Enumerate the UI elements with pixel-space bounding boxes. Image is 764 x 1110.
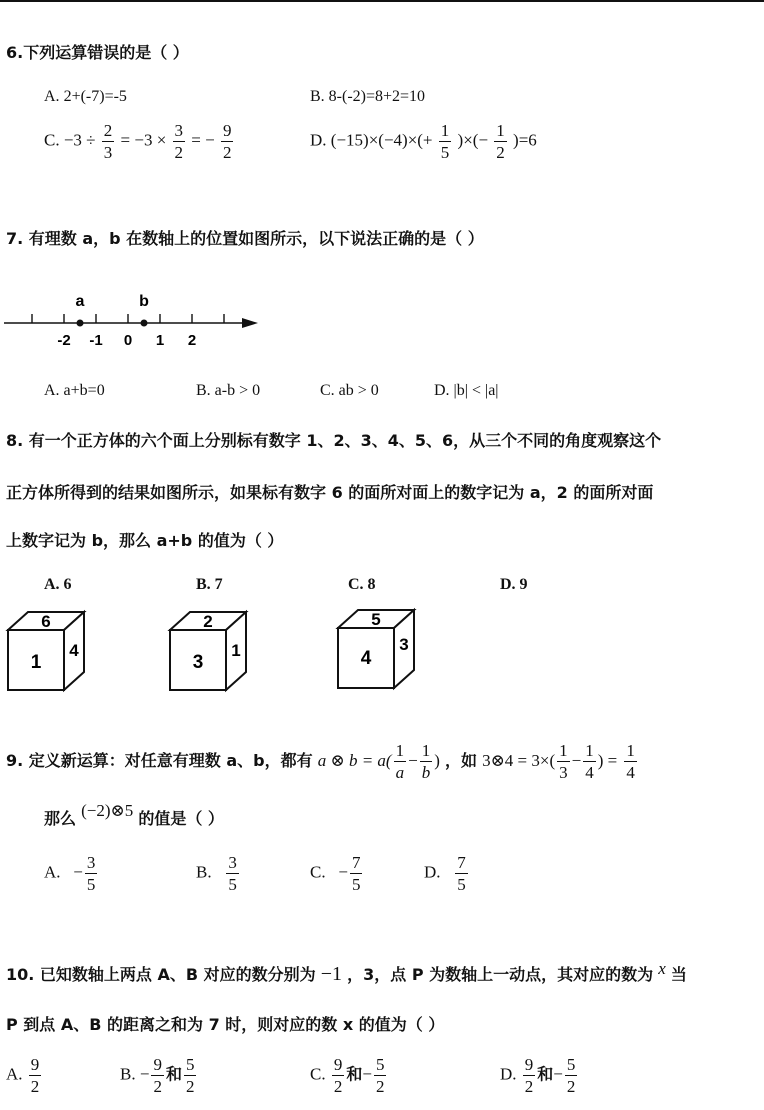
q9-option-d-label: D. <box>424 862 441 882</box>
q9-option-d-fraction: $\frac{7}{5}$ <box>457 853 466 894</box>
q9-def-lhs: a ⊗ b = a( <box>317 751 392 770</box>
q6-option-d-post: )=6 <box>513 130 537 150</box>
number-line-point-b-label: b <box>139 293 149 310</box>
q9-line2-expr: (−2)⊗5 <box>81 801 134 820</box>
q10-option-d-fraction-1: $\frac{9}{2}$ <box>524 1055 534 1096</box>
cube-1-front-number: 1 <box>30 652 42 673</box>
q9-example-pre: ，如 <box>444 751 477 770</box>
q6-option-c-label: C. <box>44 130 60 150</box>
q10-option-a <box>6 1056 43 1095</box>
cube-1-side-number: 4 <box>69 641 79 660</box>
cube-2-top-number: 2 <box>203 612 213 631</box>
q10-line1-pre: 10. 已知数轴上两点 A、B 对应的数分别为 <box>6 965 316 984</box>
q10-stem-line-2: P 到点 A、B 的距离之和为 7 时，则对应的数 x 的值为（ ） <box>6 1015 445 1034</box>
q9-option-d <box>424 854 470 893</box>
q7-option-b: B. a-b ˃ 0 <box>196 382 261 399</box>
q6-option-a-expr: 2+(-7)=-5 <box>63 88 127 105</box>
q6-d-fraction-2: $\frac{1}{2}$ <box>496 121 505 162</box>
q9-option-c-sign: − <box>338 862 348 882</box>
q6-option-d-label: D. <box>310 130 327 150</box>
number-line-tick-label: -2 <box>57 332 71 349</box>
q9-example-lhs: 3⊗4 = 3×( <box>482 751 556 770</box>
q9-example-fraction-1: $\frac{1}{3}$ <box>559 741 568 782</box>
q10-option-d-and: 和 <box>537 1064 554 1084</box>
q7-option-a: A. a+b=0 <box>44 382 105 399</box>
cube-1-top-number: 6 <box>41 612 51 631</box>
q6-option-d-mid: )×(− <box>457 130 489 150</box>
q7-option-d: D. |b| ˂ |a| <box>434 382 499 399</box>
q10-option-c-fraction-1: $\frac{9}{2}$ <box>333 1055 343 1096</box>
q6-option-d <box>310 122 537 161</box>
q6-option-b-label: B. <box>310 88 325 105</box>
q9-def-minus: − <box>408 751 418 770</box>
q7-number-line <box>0 285 270 355</box>
q10-option-d-sign: − <box>553 1064 563 1084</box>
q6-d-fraction-1: $\frac{1}{5}$ <box>440 121 450 162</box>
q10-option-d-label: D. <box>500 1064 517 1084</box>
q7-option-c: C. ab ˃ 0 <box>320 382 379 399</box>
q9-stem-pre: 9. 定义新运算：对任意有理数 a、b，都有 <box>6 751 313 770</box>
q9-option-b-fraction: $\frac{3}{5}$ <box>228 853 237 894</box>
q6-option-a <box>44 88 127 106</box>
number-line-tick-label: -1 <box>89 332 103 349</box>
number-line-tick-label: 0 <box>123 332 133 349</box>
q6-c-fraction-2: $\frac{3}{2}$ <box>174 121 184 162</box>
q6-option-a-label: A. <box>44 88 60 105</box>
q6-option-c-eq: = − <box>191 130 215 150</box>
number-line-point-b <box>141 320 148 327</box>
q10-option-b-and: 和 <box>165 1064 182 1084</box>
q10-option-c-and: 和 <box>346 1064 363 1084</box>
q9-line2-pre: 那么 <box>44 809 77 828</box>
cube-3-top-number: 5 <box>371 610 381 629</box>
q9-example-close: ) = <box>597 751 618 770</box>
q9-line2-post: 的值是（ ） <box>138 809 224 828</box>
q10-option-b-label: B. <box>120 1064 136 1084</box>
cube-3-front-number: 4 <box>360 648 372 669</box>
q6-c-fraction-1: $\frac{2}{3}$ <box>103 121 113 162</box>
q10-line1-end: 当 <box>670 965 687 984</box>
q8-stem-line-2: 正方体所得到的结果如图所示，如果标有数字 6 的面所对面上的数字记为 a，2 的面所对面 <box>6 483 654 502</box>
q6-option-b <box>310 88 425 106</box>
number-line-tick-label: 2 <box>187 332 197 349</box>
q9-example-minus: − <box>571 751 582 770</box>
q10-option-a-fraction: $\frac{9}{2}$ <box>30 1055 40 1096</box>
q10-option-d <box>500 1056 579 1095</box>
q9-option-a-sign: − <box>73 862 83 882</box>
q8-stem-line-1: 8. 有一个正方体的六个面上分别标有数字 1、2、3、4、5、6，从三个不同的角度观察这个 <box>6 431 662 450</box>
q8-cube-1 <box>4 606 94 694</box>
q10-option-b-sign: − <box>139 1064 150 1084</box>
top-rule <box>0 0 764 2</box>
q8-option-b: B. 7 <box>196 576 223 593</box>
q10-line1-x: x <box>658 959 666 978</box>
q6-option-c <box>44 122 235 161</box>
q6-option-c-pre: −3 ÷ <box>63 130 96 150</box>
q6-c-fraction-3: $\frac{9}{2}$ <box>222 121 232 162</box>
q9-example-fraction-2: $\frac{1}{4}$ <box>585 741 594 782</box>
q7-stem: 7. 有理数 a，b 在数轴上的位置如图所示，以下说法正确的是（ ） <box>6 229 484 248</box>
q9-option-a-label: A. <box>44 862 61 882</box>
q8-cube-2 <box>166 606 256 694</box>
q9-option-a-fraction: $\frac{3}{5}$ <box>86 853 96 894</box>
number-line-arrow <box>242 318 258 328</box>
q10-option-c-fraction-2: $\frac{5}{2}$ <box>375 1055 385 1096</box>
q9-example-fraction-3: $\frac{1}{4}$ <box>626 741 635 782</box>
q9-stem-line-1 <box>6 742 639 781</box>
q8-option-d: D. 9 <box>500 576 528 593</box>
q8-option-a: A. 6 <box>44 576 72 593</box>
q9-option-b-label: B. <box>196 862 212 882</box>
q10-line1-post: ，3，点 P 为数轴上一动点，其对应的数为 <box>347 965 654 984</box>
q8-cube-3 <box>334 604 424 692</box>
cube-3-side-number: 3 <box>399 635 409 654</box>
q10-option-c-label: C. <box>310 1064 326 1084</box>
q9-option-b <box>196 854 241 893</box>
q10-option-d-fraction-2: $\frac{5}{2}$ <box>566 1055 576 1096</box>
q9-stem-line-2 <box>44 801 224 829</box>
q10-line1-num: −1 <box>320 963 343 985</box>
q10-option-a-label: A. <box>6 1064 23 1084</box>
q9-def-fraction-1: $\frac{1}{a}$ <box>395 741 405 782</box>
q8-stem-line-3: 上数字记为 b，那么 a+b 的值为（ ） <box>6 531 284 550</box>
q10-option-c <box>310 1056 388 1095</box>
q10-option-b-fraction-2: $\frac{5}{2}$ <box>185 1055 195 1096</box>
q6-stem: 6.下列运算错误的是（ ） <box>6 43 189 62</box>
q9-def-fraction-2: $\frac{1}{b}$ <box>421 741 431 782</box>
q6-option-b-expr: 8-(-2)=8+2=10 <box>328 88 426 105</box>
number-line-point-a-label: a <box>75 293 85 310</box>
q9-option-c-label: C. <box>310 862 326 882</box>
q9-option-c-fraction: $\frac{7}{5}$ <box>351 853 361 894</box>
q10-stem-line-1 <box>6 959 687 986</box>
cube-2-side-number: 1 <box>231 641 241 660</box>
q10-option-b <box>120 1056 198 1095</box>
cube-2-front-number: 3 <box>192 652 204 673</box>
q9-option-a <box>44 854 99 893</box>
q6-option-c-mid: = −3 × <box>120 130 167 150</box>
q9-option-c <box>310 854 364 893</box>
q8-option-c: C. 8 <box>348 576 376 593</box>
number-line-point-a <box>77 320 84 327</box>
q10-option-b-fraction-1: $\frac{9}{2}$ <box>153 1055 162 1096</box>
number-line-tick-label: 1 <box>155 332 165 349</box>
q9-def-close: ) <box>434 751 440 770</box>
q6-option-d-pre: (−15)×(−4)×(+ <box>330 130 433 150</box>
q10-option-c-sign: − <box>362 1064 372 1084</box>
